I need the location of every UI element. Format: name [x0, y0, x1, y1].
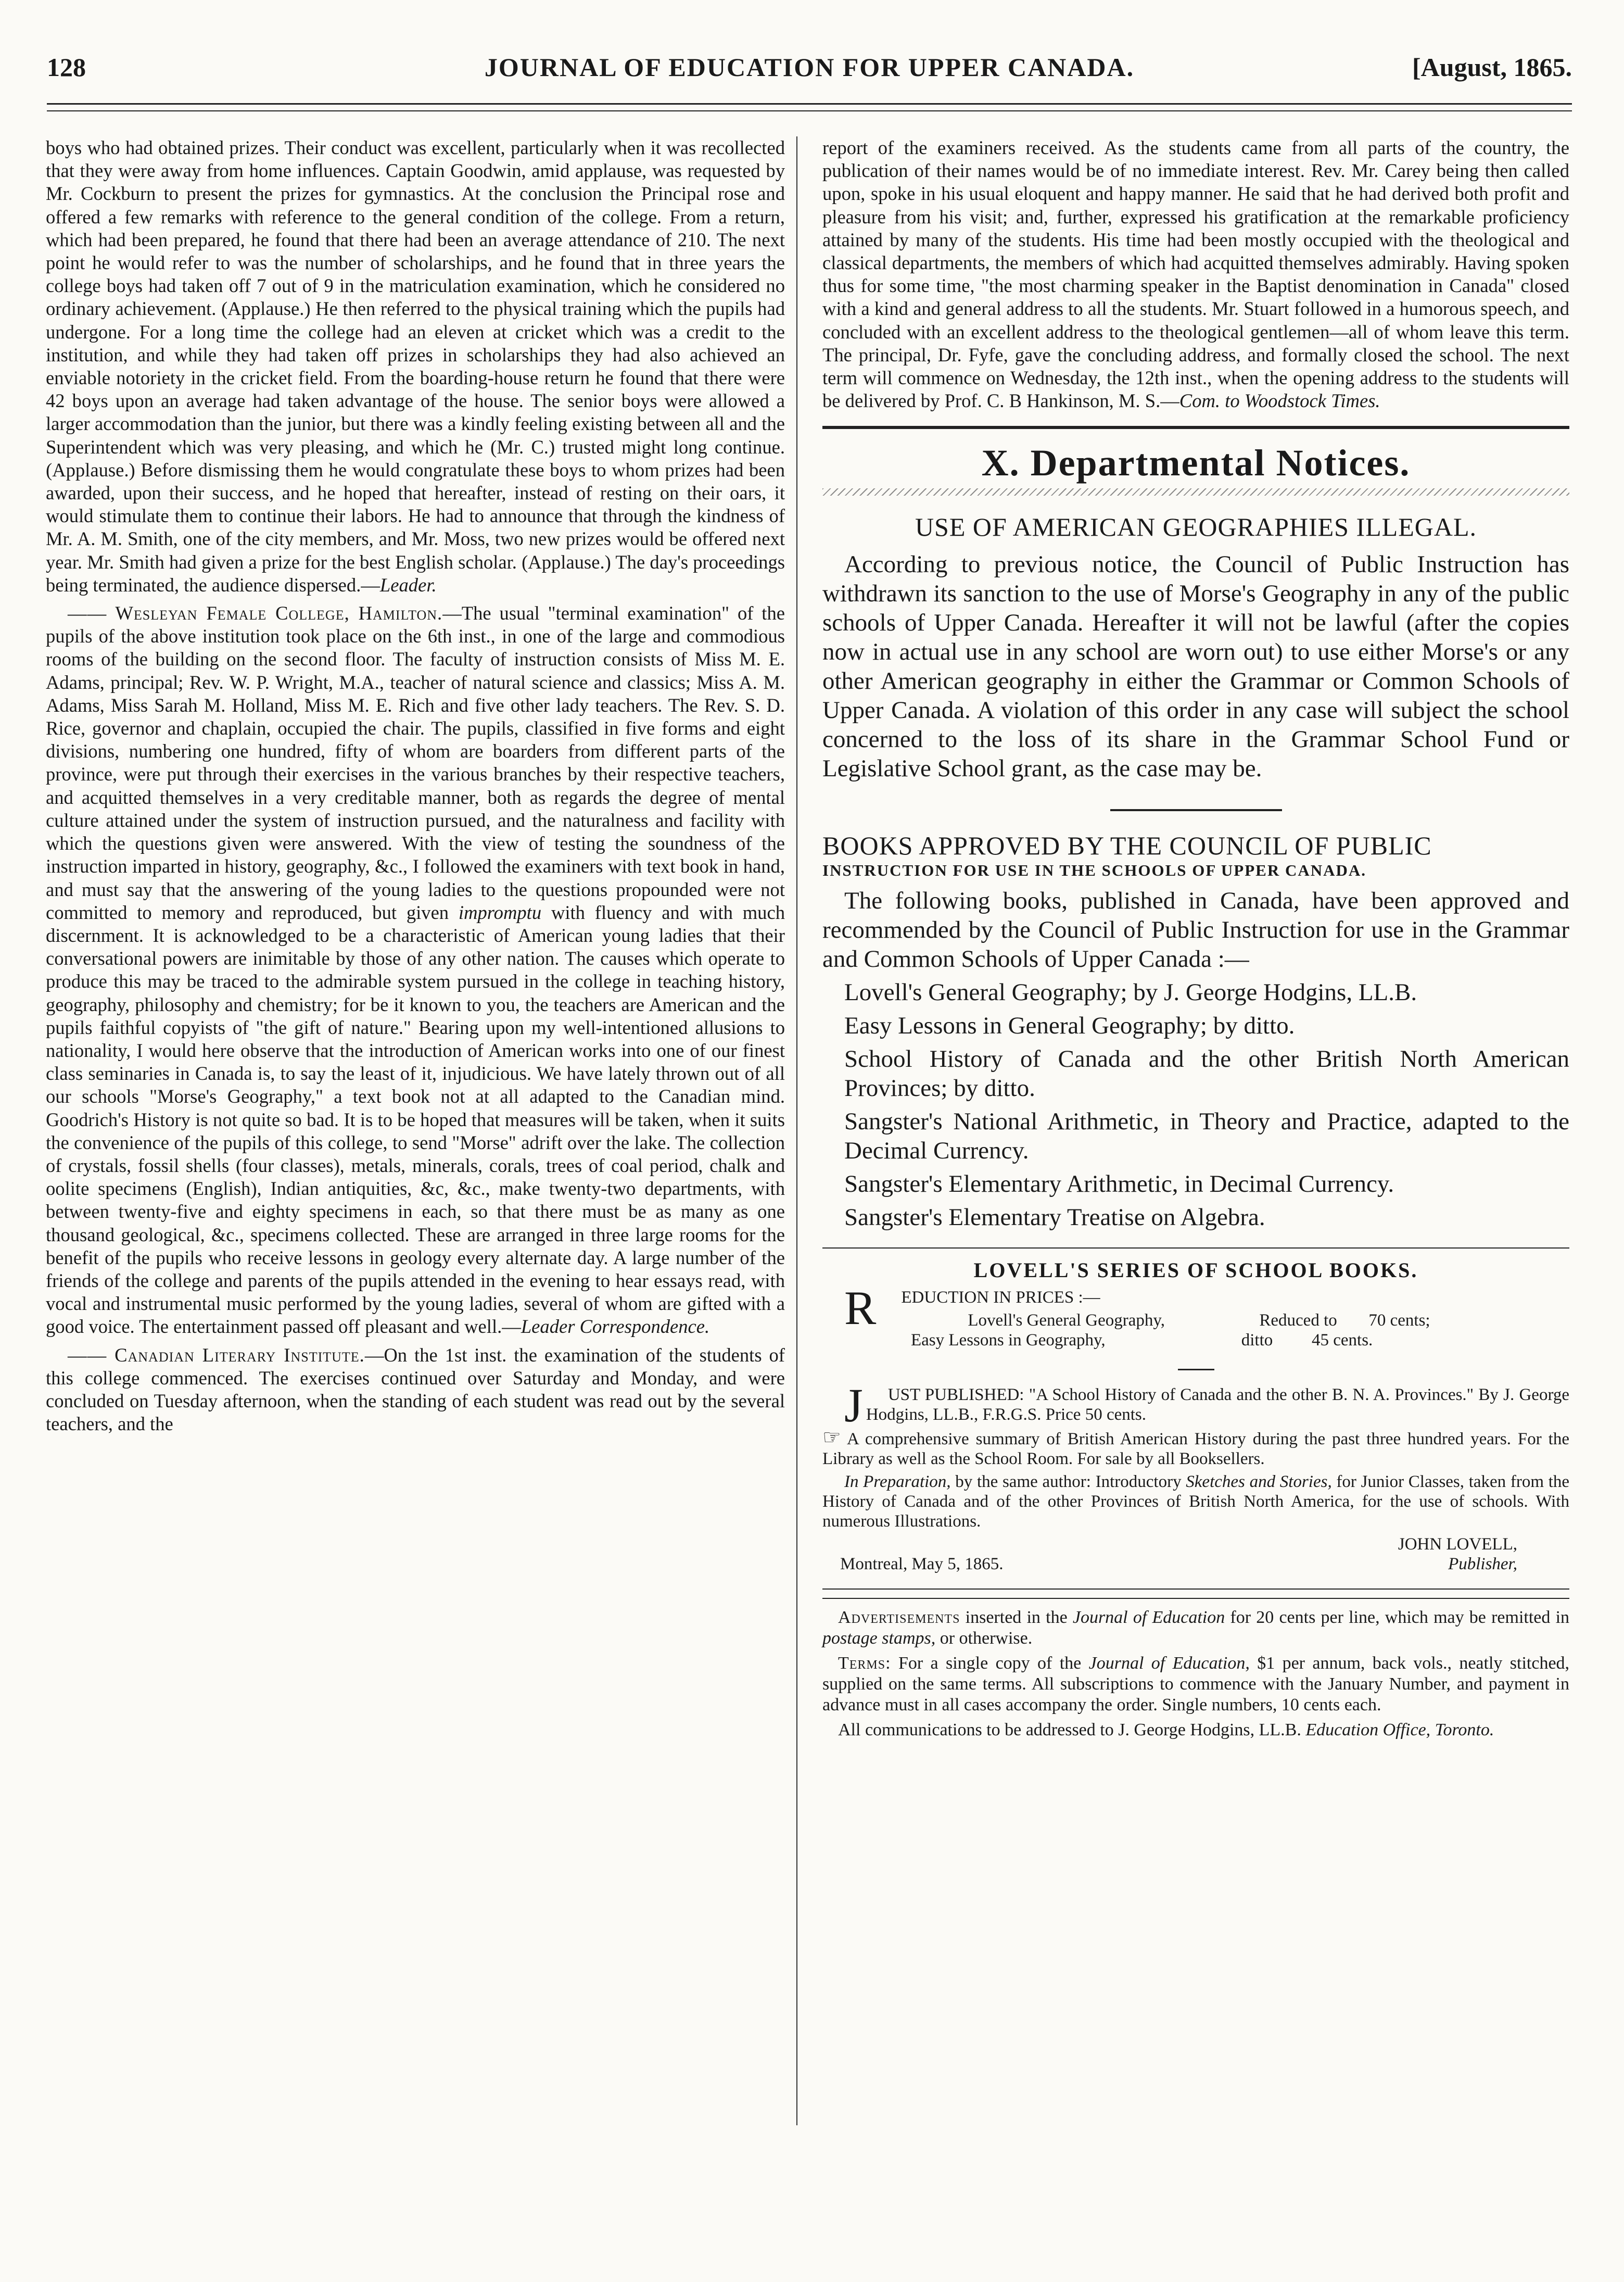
list-item: Lovell's General Geography; by J. George Hodgins, LL.B.: [844, 979, 1417, 1006]
signature-role: Publisher,: [1448, 1554, 1517, 1573]
section-rule: [822, 426, 1569, 429]
ads-rule: [822, 1588, 1569, 1590]
wavy-rule: [822, 488, 1569, 496]
reduction-notice: R EDUCTION IN PRICES :— Lovell's General Geography, Reduced to 70 cents; Easy Lessons in Geography, ditto 45 cents.: [822, 1288, 1569, 1350]
notice-title: USE OF AMERICAN GEOGRAPHIES ILLEGAL.: [915, 512, 1477, 542]
advert-rule: [822, 1247, 1569, 1249]
price-row: Easy Lessons in Geography, ditto 45 cents.: [911, 1330, 1373, 1350]
article-continuation-right: report of the examiners received. As the students came from all parts of the country, the publication of their names would be of no immediate interest. Rev. Mr. Carey being then called upon, spoke in his usual eloquent and happy manner. He said that he had derived both profit and pleasure from his visit; and, further, expressed his gratification at the remarkable proficiency attained by many of the students. His time had been mostly occupied with the theological and classical departments, the members of which had acquitted themselves admirably. Having spoken thus for some time, "the most charming speaker in the Baptist denomination in Canada" closed with a kind and general address to all the students. Mr. Stuart followed in a humorous speech, and concluded with an excellent address to the theological gentlemen—all of whom leave this term. The principal, Dr. Fyfe, gave the concluding address, and formally closed the school. The next term will commence on Wednesday, the 12th inst., when the opening address to the students will be delivered by Prof. C. B Hankinson, M. S.—Com. to Woodstock Times.: [822, 137, 1569, 412]
header-rule-thin: [47, 110, 1572, 111]
list-item: Sangster's Elementary Treatise on Algebra.: [844, 1204, 1265, 1231]
books-subtitle: INSTRUCTION FOR USE IN THE SCHOOLS OF UPPER CANADA.: [822, 861, 1367, 880]
books-list: [822, 978, 1569, 1232]
journal-title: JOURNAL OF EDUCATION FOR UPPER CANADA.: [484, 53, 1135, 82]
price-row: Lovell's General Geography, Reduced to 70 cents;: [968, 1310, 1430, 1330]
signature: JOHN LOVELL,: [1398, 1534, 1517, 1554]
left-column: [46, 136, 785, 1441]
list-item: School History of Canada and the other British North American Provinces; by ditto.: [844, 1045, 1569, 1102]
divider-rule: [1110, 809, 1282, 811]
pointing-hand-icon: ☞: [822, 1425, 841, 1449]
page-header: [47, 52, 1572, 94]
list-item: Easy Lessons in General Geography; by ditto.: [844, 1012, 1295, 1040]
page-number: 128: [47, 53, 86, 82]
books-title: BOOKS APPROVED BY THE COUNCIL OF PUBLIC: [822, 831, 1432, 861]
ads-rule-2: [822, 1598, 1569, 1599]
list-item: Sangster's Elementary Arithmetic, in Decimal Currency.: [844, 1170, 1394, 1198]
section-heading: X. Departmental Notices.: [981, 442, 1411, 484]
just-published: J UST PUBLISHED: "A School History of Canada and the other B. N. A. Provinces." By J. George Hodgins, LL.B., F.R.G.S. Price 50 cents. ☞ A comprehensive summary of British American History during the past three hundred years. For the Library as well as the School Room. For sale by all Booksellers. In Preparation, by the same author: Introductory Sketches and Stories, for Junior Classes, taken from the History of Canada and of the other Provinces of British North America, for the use of schools. With numerous Illustrations. JOHN LOVELL, Montreal, May 5, 1865. Publisher,: [822, 1378, 1570, 1573]
header-rule: [47, 103, 1572, 105]
right-column: [822, 136, 1569, 1745]
terms-notices: Advertisements inserted in the Journal of Education for 20 cents per line, which may be remitted in postage stamps, or otherwise. Terms: For a single copy of the Journal of Education, $1 per annum, back vols., neatly stitched, supplied on the same terms. All subscriptions to commence with the January Number, and payment in advance must in all cases accompany the order. Single numbers, 10 cents each. All communications to be addressed to J. George Hodgins, LL.B. Education Office, Toronto.: [822, 1607, 1570, 1739]
issue-date: [August, 1865.: [1412, 53, 1572, 82]
notice-body: According to previous notice, the Council of Public Instruction has withdrawn its sanction to the use of Morse's Geography in any of the public schools of Upper Canada. Hereafter it will not be lawful (after the copies now in actual use in any school are worn out) to use either Morse's or any other American geography in either the Grammar or Common Schools of Upper Canada. A violation of this order in any case will subject the school concerned to the loss of its share in the Grammar School Fund or Legislative School grant, as the case may be.: [822, 551, 1569, 783]
list-item: Sangster's National Arithmetic, in Theory and Practice, adapted to the Decimal Currency.: [844, 1108, 1569, 1165]
lovell-heading: LOVELL'S SERIES OF SCHOOL BOOKS.: [973, 1258, 1418, 1282]
books-intro: The following books, published in Canada, have been approved and recommended by the Council of Public Instruction for use in the Grammar and Common Schools of Upper Canada :—: [822, 887, 1569, 973]
short-divider: [1178, 1369, 1214, 1370]
article-canadian-literary-institute: —— Canadian Literary Institute.—On the 1st inst. the examination of the students of this college commenced. The exercises continued over Saturday and Monday, and were concluded on Tuesday afternoon, when the standing of each student was read out by the several teachers, and the: [46, 1344, 785, 1435]
article-continuation: boys who had obtained prizes. Their conduct was excellent, particularly when it was recollected that they were away from home influences. Captain Goodwin, amid applause, was requested by Mr. Cockburn to present the prizes for gymnastics. At the conclusion the Principal rose and offered a few remarks with reference to the general condition of the college. From a return, which had been prepared, he found that there had been an average attendance of 210. The next point he would refer to was the number of scholarships, and he found that in three years the college boys had taken off 7 out of 9 in the matriculation examination, which he considered no ordinary achievement. (Applause.) He then referred to the physical training which the pupils had undergone. For a long time the college had an eleven at cricket which was a credit to the institution, and while they had taken off prizes in scholarships they had also achieved an enviable notoriety in the cricket field. From the boarding-house return he found that there were 42 boys upon an average had taken advantage of the house. The senior boys were allowed a larger accommodation than the junior, but there was a kindly feeling existing between all and the Superintendent which was very pleasing, and which he (Mr. C.) trusted might long continue. (Applause.) Before dismissing them he would congratulate these boys to whom prizes had been awarded, upon their success, and he hoped that hereafter, instead of resting on their oars, it would stimulate them to continue their labors. He had to announce that through the kindness of Mr. A. M. Smith, one of the city members, and Mr. Moss, two new prizes would be offered next year. Mr. Smith had given a prize for the best English scholar. (Applause.) The day's proceedings being terminated, the audience dispersed.—Leader.: [46, 137, 785, 596]
article-wesleyan-college: —— Wesleyan Female College, Hamilton.—The usual "terminal examination" of the pupils of the above institution took place on the 6th inst., in one of the large and commodious rooms of the building on the second floor. The faculty of instruction consists of Miss M. E. Adams, principal; Rev. W. P. Wright, M.A., teacher of natural science and classics; Miss A. M. Adams, Miss Sarah M. Holland, Miss M. E. Rich and five other lady teachers. The Rev. S. D. Rice, governor and chaplain, occupied the chair. The pupils, classified in five forms and eight divisions, numbering one hundred, fifty of whom are boarders from different parts of the province, were put through their exercises in the various branches by their respective teachers, and acquitted themselves in a very creditable manner, both as regards the degree of mental culture attained under the system of instruction pursued, and the naturalness and facility with which the questions given were answered. With the view of testing the soundness of the instruction imparted in history, geography, &c., I followed the examiners with text book in hand, and must say that the answering of the young ladies to the questions propounded were not committed to memory and reproduced, but given impromptu with fluency and with much discernment. It is acknowledged to be a characteristic of American young ladies that their conversational powers are inimitable by those of any other nation. The causes which operate to produce this may be traced to the admirable system pursued in the college in teaching history, geography, philosophy and chemistry; for be it known to you, the teachers are American and the pupils faithful copyists of "the gift of nature." Bearing upon my well-intentioned allusions to nationality, I would here observe that the introduction of American works into one of our finest class seminaries in Canada is, to say the least of it, injudicious. We have lately thrown out of all our schools "Morse's Geography," a text book not at all adapted to the Canadian mind. Goodrich's History is not quite so bad. It is to be hoped that measures will be taken, when it suits the convenience of the pupils of this college, to send "Morse" adrift over the lake. The collection of crystals, fossil shells (four classes), metals, minerals, corals, trees of coal period, chalk and oolite specimens (English), Indian antiquities, &c, &c., make twenty-two departments, with between twenty-five and eighty specimens in each, so that there must be as many as one thousand geological, &c., specimens collected. These are arranged in three large rooms for the benefit of the pupils who receive lessons in geology every alternate day. A large number of the friends of the college and parents of the pupils attended in the evening to hear essays read, with vocal and instrumental music performed by the young ladies, several of whom are gifted with a good voice. The entertainment passed off pleasant and well.—Leader Correspondence.: [46, 602, 785, 1338]
column-divider: [796, 136, 797, 2125]
dateline: Montreal, May 5, 1865.: [840, 1554, 1004, 1573]
